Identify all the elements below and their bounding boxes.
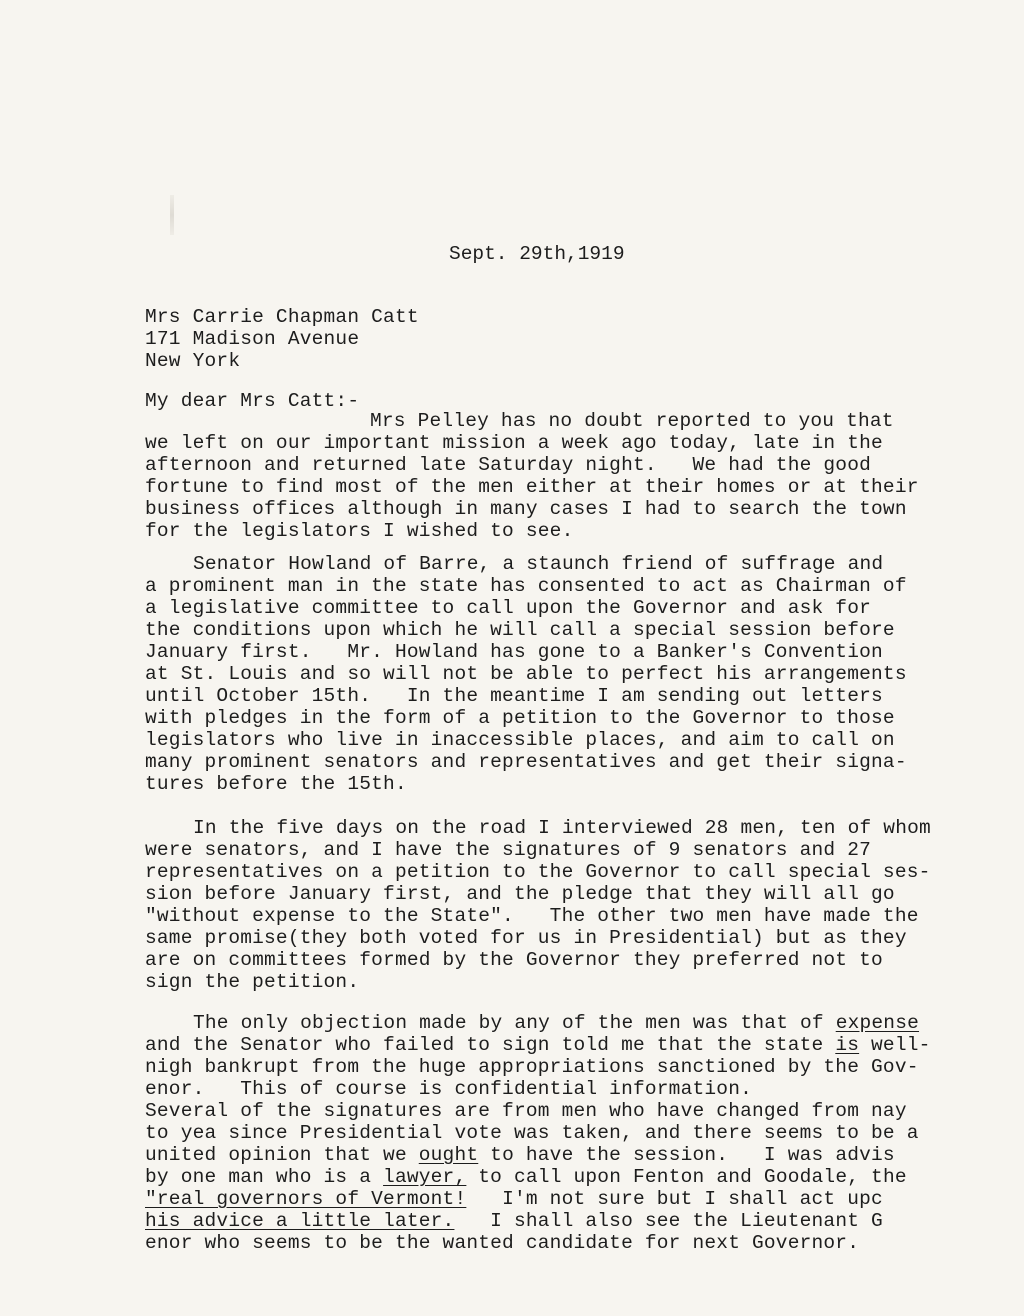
p4-text: to have the session. I was advis (478, 1144, 895, 1166)
p1-line: we left on our important mission a week ago today, late in the (145, 432, 883, 454)
p2-line: at St. Louis and so will not be able to perfect his arrangements (145, 663, 907, 685)
p1-line: Mrs Pelley has no doubt reported to you that (370, 410, 894, 432)
underlined-word: ought (418, 1144, 479, 1166)
p2-line: a legislative committee to call upon the Governor and ask for (145, 597, 872, 619)
p4-line: Several of the signatures are from men who have changed from nay (145, 1100, 907, 1122)
p3-line: are on committees formed by the Governor they preferred not to (145, 949, 883, 971)
p2-line: January first. Mr. Howland has gone to a Banker's Convention (145, 641, 883, 663)
paper-mark (170, 195, 174, 235)
p4-line: enor. This of course is confidential information. (145, 1078, 752, 1100)
p3-line: sion before January first, and the pledge that they will all go (145, 883, 895, 905)
p3-line: In the five days on the road I interviewed 28 men, ten of whom (193, 817, 931, 839)
p4-text: well- (859, 1034, 931, 1056)
address-name: Mrs Carrie Chapman Catt (145, 306, 419, 328)
p4-line (145, 1034, 931, 1056)
p4-line (193, 1012, 919, 1034)
p3-line: "without expense to the State". The other two men have made the (145, 905, 919, 927)
p4-line (145, 1144, 895, 1166)
p4-text: to call upon Fenton and Goodale, the (466, 1166, 907, 1188)
p4-text: by one man who is a (145, 1166, 384, 1188)
salutation: My dear Mrs Catt:- (145, 390, 360, 412)
p4-text: united opinion that we (145, 1144, 419, 1166)
p1-line: for the legislators I wished to see. (145, 520, 574, 542)
p1-line: fortune to find most of the men either at their homes or at their (145, 476, 919, 498)
p4-line (145, 1210, 883, 1232)
p4-line (145, 1166, 907, 1188)
p2-line: until October 15th. In the meantime I am sending out letters (145, 685, 883, 707)
p2-line: with pledges in the form of a petition to the Governor to those (145, 707, 895, 729)
address-street: 171 Madison Avenue (145, 328, 360, 350)
p3-line: representatives on a petition to the Governor to call special ses- (145, 861, 931, 883)
p4-line: enor who seems to be the wanted candidate for next Governor. (145, 1232, 860, 1254)
p1-line: afternoon and returned late Saturday night. We had the good (145, 454, 872, 476)
p2-line: legislators who live in inaccessible places, and aim to call on (145, 729, 895, 751)
p3-line: same promise(they both voted for us in Presidential) but as they (145, 927, 907, 949)
p4-text: I'm not sure but I shall act upc (466, 1188, 883, 1210)
p2-line: a prominent man in the state has consented to act as Chairman of (145, 575, 907, 597)
p4-text: and the Senator who failed to sign told me that the state (145, 1034, 836, 1056)
p4-line (145, 1188, 883, 1210)
p2-line: the conditions upon which he will call a special session before (145, 619, 895, 641)
underlined-word: is (835, 1034, 860, 1056)
p2-line: Senator Howland of Barre, a staunch friend of suffrage and (193, 553, 884, 575)
letter-date: Sept. 29th,1919 (449, 243, 625, 265)
p1-line: business offices although in many cases I had to search the town (145, 498, 907, 520)
underlined-word: expense (835, 1012, 920, 1034)
p4-text: I shall also see the Lieutenant G (454, 1210, 883, 1232)
underlined-phrase: his advice a little later. (145, 1210, 455, 1232)
p4-text: The only objection made by any of the men was that of (193, 1012, 836, 1034)
p2-line: many prominent senators and representatives and get their signa- (145, 751, 907, 773)
underlined-word: lawyer, (383, 1166, 467, 1188)
p4-line: to yea since Presidential vote was taken, and there seems to be a (145, 1122, 919, 1144)
p3-line: were senators, and I have the signatures of 9 senators and 27 (145, 839, 872, 861)
p3-line: sign the petition. (145, 971, 360, 993)
underlined-phrase: "real governors of Vermont! (145, 1188, 467, 1210)
p2-line: tures before the 15th. (145, 773, 407, 795)
address-city: New York (145, 350, 241, 372)
p4-line: nigh bankrupt from the huge appropriations sanctioned by the Gov- (145, 1056, 919, 1078)
